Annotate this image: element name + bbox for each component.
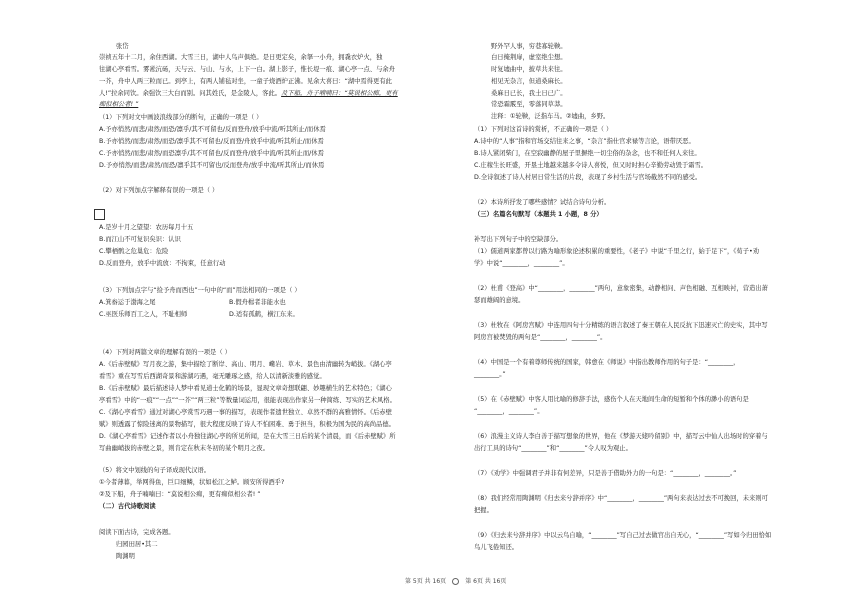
q3-option-a: A.箕畚运于渤海之尾 <box>99 299 156 306</box>
q5-line-2: ②及下船，舟子喃喃曰：“莫说相公痴，更有痴似相公者! ” <box>99 491 261 498</box>
q1-option-c: C.予亦悄然/而悲/肃然/而恐凛乎/其不可留也/反而登舟/放乎中流/听其所止而/休焉 <box>99 150 324 157</box>
right-column <box>474 0 804 608</box>
fill-item-1-line-2: 学》中说“________，________”。 <box>474 260 569 267</box>
q4-line-7: D.《湖心亭看雪》记述作者以小舟独往湖心亭的所见所闻，是在大雪三日后的某个清晨，而《后赤壁赋》所 <box>99 433 396 440</box>
poem-line-4: 相见无杂言，但道桑麻长。 <box>491 78 567 85</box>
section-3-heading: （三）名篇名句默写（本题共 1 小题，8 分） <box>474 211 603 218</box>
pq1-option-c: C.庄稼生长旺盛，开垦土地越来越多令诗人喜悦，但又时时担心辛勤劳动毁于霜雪。 <box>474 162 708 169</box>
poem-line-6: 常恐霜霰至，零落同草莽。 <box>491 101 567 108</box>
q3-option-d: D.适有孤鹤，横江东来。 <box>229 311 299 318</box>
fill-item-7-line-1: （7）《劝学》中强调君子并非有何差异，只是善于借助外力的一句是：“________，________。” <box>474 470 737 477</box>
fill-item-1-line-1: （1）儒道两家都曾以行路为喻形象论述积累的重要性，《老子》中说“千里之行，始于足下”，《荀子•劝 <box>474 248 760 255</box>
question-5: （5）将文中划线的句子译成现代汉语。 <box>99 467 211 474</box>
poem-author: 陶渊明 <box>116 553 135 560</box>
poem-line-2: 白日掩荆扉，虚室绝尘想。 <box>491 54 567 61</box>
q4-line-1: A.《后赤壁赋》写月夜之游，集中描绘了断岸、高山、明月、巉岩、草木、景色由清幽转为峭拔。《湖心亭 <box>99 361 392 368</box>
pq1-option-a: A.诗中的“人事”指和官场交结往来之事，“杂言”指仕官求禄等言论，语带厌恶。 <box>474 138 695 145</box>
passage-line-2: 往湖心亭看雪。雾凇沆砀，天与云、与山、与水，上下一白。湖上影子，惟长堤一痕、湖心亭一点、与余舟 <box>99 66 395 73</box>
checkbox-icon <box>94 209 105 220</box>
poem-question-1: （1）下列对这首诗的赏析，不正确的一项是（ ） <box>474 126 613 133</box>
q4-line-8: 写曲幽峭拔的赤壁之景，则肯定在秋末冬初的某个明月之夜。 <box>99 445 270 452</box>
fill-item-9-line-2: 鸟儿飞倦知还。 <box>474 544 519 551</box>
pq1-option-d: D.全诗叙述了诗人村居日常生活的片段，表现了乡村生活与官场截然不同的感受。 <box>474 174 702 181</box>
fill-item-3-line-1: （3）杜牧在《阿房宫赋》中连用四句十分精练的语言叙述了秦王朝在人民反抗下迅速灭亡的史实，其中写 <box>474 322 768 329</box>
fill-item-6-line-1: （6）浪漫主义诗人李白善于描写想象的世界，他在《梦游天姥吟留别》中，描写云中仙人出场时的穿着与 <box>474 433 768 440</box>
q1-option-a: A.予亦悄然/而悲/肃然/而恐/凛乎/其不可留也/反而登舟/放乎中流/听其所止/而休焉 <box>99 126 326 133</box>
section-2-heading: （二）古代诗歌阅读 <box>99 503 156 510</box>
q4-line-6: 赋》则透露了惊险迷离的景物描写，很大程度反映了诗人不怕困难、勇于担当，积极为国为民的高尚品德。 <box>99 421 395 428</box>
pq1-option-b: B.诗人紧闭柴门，在空寂幽静的屋子里摒绝一切尘俗的杂念，也不和任何人来往。 <box>474 150 701 157</box>
q4-line-2: 看雪》重在写雪后西湖奇景和游湖巧遇，毫无雕琢之感，给人以清新淡雅的感觉。 <box>99 373 326 380</box>
circle-icon <box>452 578 459 585</box>
q3-option-c: C.巫医乐师百工之人，不耻相师 <box>99 311 188 318</box>
question-2: （2）对下列加点字解释有误的一项是（ ） <box>99 187 219 194</box>
q2-option-a: A.是岁十月之望望：农历每月十五 <box>99 224 194 231</box>
left-column <box>99 0 429 608</box>
passage-underlined-a: 及下船，舟子喃喃曰：“莫说相公痴，更有 <box>281 90 398 97</box>
q2-option-d: D.反而登舟，放乎中流放：不拘束，任意行动 <box>99 260 226 267</box>
q4-line-3: B.《后赤壁赋》最后描述诗人梦中看见道士化鹤的场景，显现文章奇想联翩、妙趣横生的艺术特色；《湖心 <box>99 385 392 392</box>
poem-line-1: 野外罕人事，穷巷寡轮鞅。 <box>491 43 567 50</box>
passage-text: 人!”拉余同饮。余强饮三大白而别。问其姓氏，是金陵人，客此。 <box>99 90 282 97</box>
fill-item-6-line-2: 出行工具的诗句“________”和“________”令人叹为观止。 <box>474 445 632 452</box>
author-name: 张岱 <box>116 43 129 50</box>
fill-item-3-line-2: 阿房宫被焚毁的两句是“________，________”。 <box>474 334 607 341</box>
read-prompt: 阅读下面古诗，完成各题。 <box>99 529 175 536</box>
q1-option-d: D.予亦悄然/而悲/肃然/而恐/凛乎其不可留也/反而登舟/放乎中流/听其所止/而休焉 <box>99 162 325 169</box>
right-page-number: 第 6页 共 16页 <box>465 578 507 585</box>
poem-line-5: 桑麻日已长，我土日已广。 <box>491 90 567 97</box>
question-1: （1）下列对文中画波浪线部分的断句，正确的一项是（ ） <box>99 114 263 121</box>
q2-option-c: C.攀栖鹘之危巢危：危险 <box>99 248 169 255</box>
q4-line-5: C.《湖心亭看雪》通过对湖心亭赏雪巧遇一事的描写，表现作者遗世独立、卓然不群的高雅情怀。《后赤壁 <box>99 409 392 416</box>
question-4: （4）下列对两篇文章的理解有误的一项是（ ） <box>99 349 231 356</box>
poem-notes: 注释：①轮鞅，泛指车马。②墟曲，乡野。 <box>491 113 610 120</box>
fill-item-5-line-2: “________，________”。 <box>474 408 544 415</box>
passage-line-3: 一芥，舟中人两三粒而已。到亭上，有两人铺毡对坐，一童子烧酒炉正沸。见余大喜曰：“湖中焉得更有此 <box>99 78 392 85</box>
fill-item-5-line-1: （5）在《赤壁赋》中客人用比喻的修辞手法，感伤个人在天地间生命的短暂和个体的渺小的语句是 <box>474 396 749 403</box>
question-3: （3）下列加点字与“捡予舟而西也”一句中的“而”用法相同的一项是（ ） <box>99 287 301 294</box>
passage-underlined-b: 痴似相公者! ” <box>99 101 139 108</box>
fill-item-9-line-1: （9）《归去来兮辞并序》中以云鸟自喻，“________”写自己过去做官出自无心，“________”写如今归田恰如 <box>474 532 772 539</box>
fill-item-2-line-2: 瑟而雄阔的意境。 <box>474 297 525 304</box>
q5-line-1: ①今者薄暮，举网得鱼，巨口细鳞，状如松江之鲈。顾安所得酒乎? <box>99 479 285 486</box>
passage-line-4 <box>99 91 398 97</box>
fill-item-2-line-1: （2）杜甫《登高》中“________，________”两句，意象密集，动静相问、声色相融、互相映衬，营造出萧 <box>474 285 768 292</box>
left-page-number: 第 5页 共 16页 <box>405 578 447 585</box>
passage-line-1: 崇祯五年十二月，余住西湖。大雪三日，湖中人鸟声俱绝。是日更定矣，余拏一小舟，拥毳衣炉火，独 <box>99 54 383 61</box>
fill-item-4-line-1: （4）中国是一个有着尊师传统的国家，韩愈在《师说》中指出教师作用的句子是：“________， <box>474 359 740 366</box>
fill-item-8-line-1: （8）我们经常用陶渊明《归去来兮辞并序》中“________，________”两句来表达过去不可挽回，未来则可 <box>474 495 768 502</box>
q3-option-b: B.假舟楫者非能水也 <box>229 299 286 306</box>
poem-question-2: （2）本诗所抒发了哪些感情？试结合诗句分析。 <box>474 199 611 206</box>
q1-option-b: B.予亦悄然/而悲/肃然/而恐/凛乎其不可留也/反而登/舟放乎中流/听其所止/而休焉 <box>99 138 324 145</box>
q4-line-4: 亭看雪》中的“一痕”“一点”“一芥”“两三粒”等数量词运用，很能表现出作家另一种简练、写实的艺术风格。 <box>99 397 396 404</box>
poem-title: 归园田居•其二 <box>116 541 158 548</box>
poem-line-3: 时复墟曲中，披草共来往。 <box>491 66 567 73</box>
fill-item-8-line-2: 把握。 <box>474 507 493 514</box>
fill-item-4-line-2: ________。” <box>474 371 506 378</box>
q2-option-b: B.而江山不可复识矣识：认识 <box>99 236 181 243</box>
fill-intro: 补写出下列句子中的空缺部分。 <box>474 236 563 243</box>
